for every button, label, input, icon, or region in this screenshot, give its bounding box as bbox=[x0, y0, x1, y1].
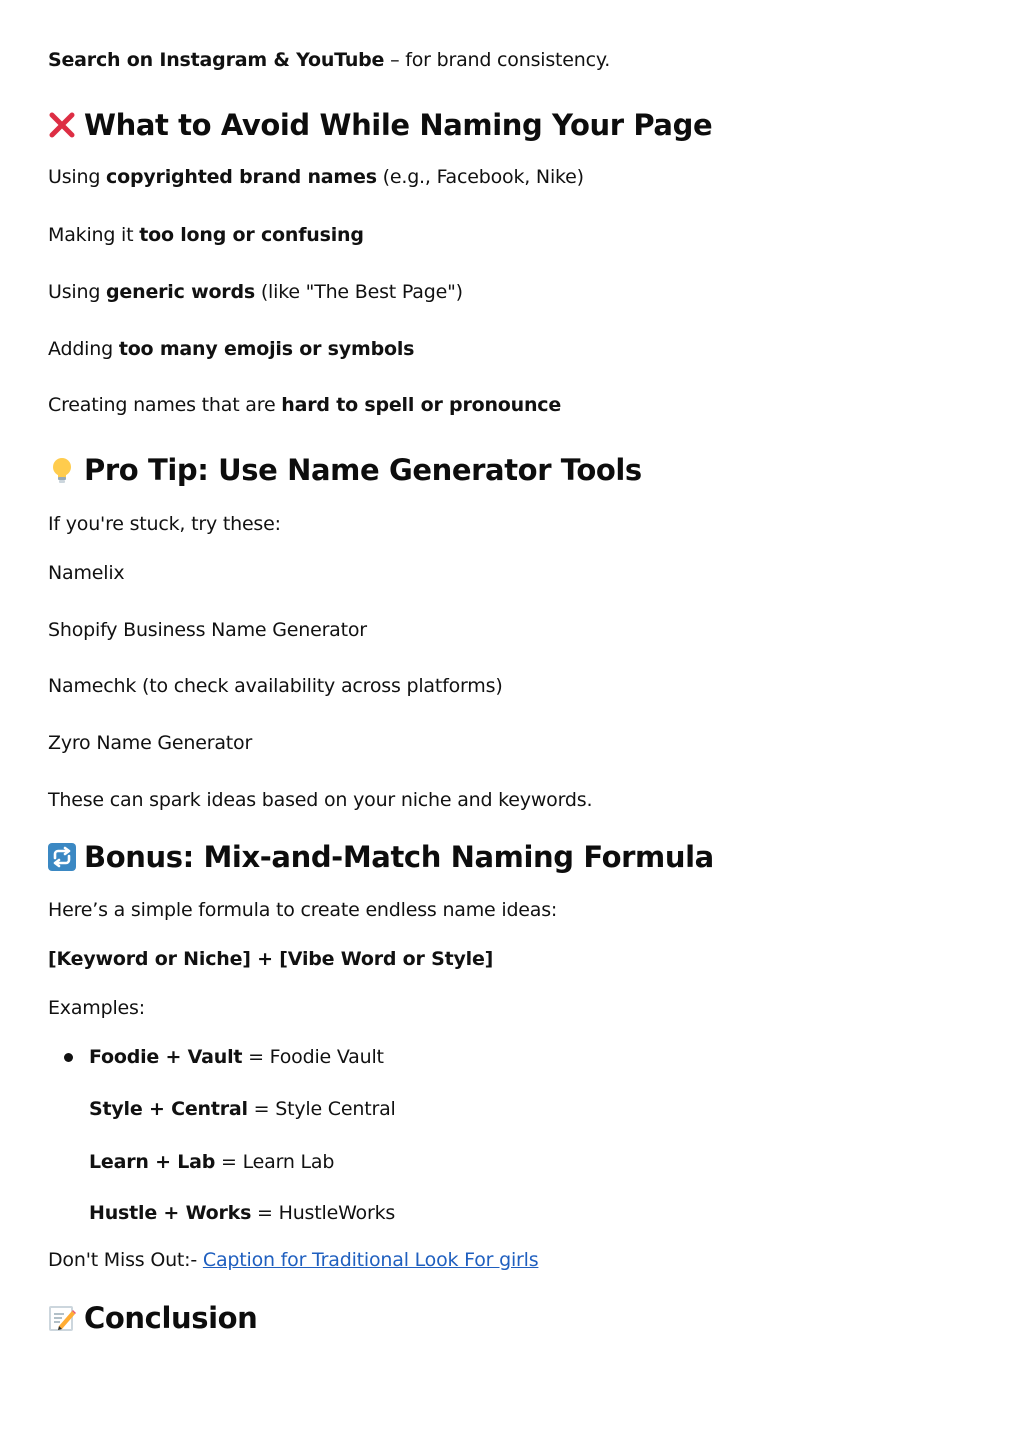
intro-rest: – for brand consistency. bbox=[384, 49, 611, 71]
conclusion-heading bbox=[48, 1300, 257, 1336]
bullet-dot-icon bbox=[64, 1053, 73, 1062]
tool-item: Zyro Name Generator bbox=[48, 732, 253, 754]
tool-item: Namechk (to check availability across platforms) bbox=[48, 675, 503, 697]
avoid-item-prefix: Creating names that are bbox=[48, 394, 282, 416]
tool-item: Namelix bbox=[48, 562, 125, 584]
avoid-item-prefix: Adding bbox=[48, 338, 119, 360]
intro-line bbox=[48, 48, 610, 72]
example-item bbox=[89, 1201, 395, 1225]
avoid-item-bold: copyrighted brand names bbox=[106, 166, 377, 188]
intro-bold: Search on Instagram & YouTube bbox=[48, 49, 385, 71]
avoid-item-bold: too long or confusing bbox=[139, 224, 364, 246]
avoid-item bbox=[48, 393, 561, 417]
avoid-item-prefix: Using bbox=[48, 281, 107, 303]
avoid-heading bbox=[48, 107, 712, 143]
bonus-heading-text: Bonus: Mix-and-Match Naming Formula bbox=[84, 840, 714, 874]
example-bold: Learn + Lab bbox=[89, 1151, 216, 1173]
example-item bbox=[89, 1045, 384, 1069]
protip-intro: If you're stuck, try these: bbox=[48, 513, 281, 535]
protip-heading bbox=[48, 452, 642, 488]
avoid-heading-text: What to Avoid While Naming Your Page bbox=[84, 108, 713, 142]
dont-miss-line bbox=[48, 1248, 538, 1272]
avoid-item-prefix: Using bbox=[48, 166, 107, 188]
avoid-item bbox=[48, 165, 584, 189]
example-item bbox=[89, 1150, 334, 1174]
example-bold: Hustle + Works bbox=[89, 1202, 252, 1224]
example-result: = Foodie Vault bbox=[242, 1046, 384, 1068]
example-bold: Foodie + Vault bbox=[89, 1046, 243, 1068]
avoid-item-suffix: (like "The Best Page") bbox=[254, 281, 463, 303]
bonus-heading bbox=[48, 839, 714, 875]
example-result: = Style Central bbox=[247, 1098, 396, 1120]
avoid-item bbox=[48, 223, 364, 247]
protip-outro: These can spark ideas based on your niche and keywords. bbox=[48, 789, 593, 811]
caption-link[interactable]: Caption for Traditional Look For girls bbox=[202, 1249, 539, 1271]
avoid-item-suffix: (e.g., Facebook, Nike) bbox=[376, 166, 584, 188]
bonus-formula bbox=[48, 947, 493, 971]
conclusion-heading-text: Conclusion bbox=[84, 1301, 258, 1335]
example-result: = Learn Lab bbox=[215, 1151, 335, 1173]
avoid-item-bold: too many emojis or symbols bbox=[118, 338, 415, 360]
avoid-item bbox=[48, 280, 463, 304]
example-result: = HustleWorks bbox=[251, 1202, 396, 1224]
protip-heading-text: Pro Tip: Use Name Generator Tools bbox=[84, 453, 642, 487]
red-cross-icon bbox=[48, 111, 76, 139]
formula-text: [Keyword or Niche] + [Vibe Word or Style] bbox=[48, 948, 494, 970]
avoid-item-bold: generic words bbox=[106, 281, 255, 303]
memo-pencil-icon bbox=[48, 1304, 76, 1332]
example-bold: Style + Central bbox=[89, 1098, 248, 1120]
tool-item: Shopify Business Name Generator bbox=[48, 619, 367, 641]
avoid-item bbox=[48, 337, 414, 361]
bonus-intro: Here’s a simple formula to create endless name ideas: bbox=[48, 899, 558, 921]
examples-label: Examples: bbox=[48, 997, 145, 1019]
dont-miss-label: Don't Miss Out:- bbox=[48, 1249, 203, 1271]
avoid-item-prefix: Making it bbox=[48, 224, 140, 246]
example-item bbox=[89, 1097, 396, 1121]
light-bulb-icon bbox=[48, 456, 76, 484]
avoid-item-bold: hard to spell or pronounce bbox=[281, 394, 562, 416]
repeat-arrows-icon bbox=[48, 843, 76, 871]
